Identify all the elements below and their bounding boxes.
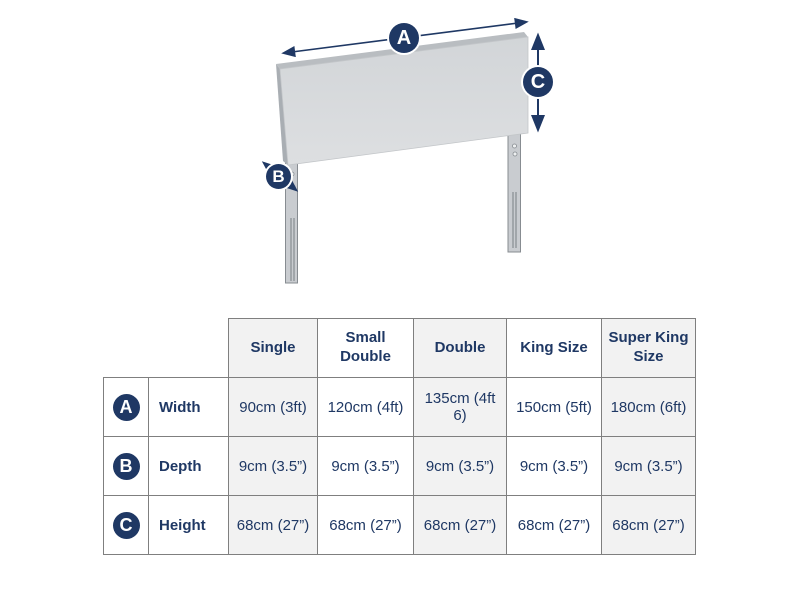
dimension-b-letter: B <box>272 167 285 186</box>
dimension-value: 9cm (3.5”) <box>414 437 507 496</box>
dimension-value: 9cm (3.5”) <box>318 437 414 496</box>
dimension-c-badge-small <box>113 512 140 539</box>
dimension-value: 68cm (27”) <box>318 496 414 555</box>
dimension-c-badge <box>523 67 553 97</box>
size-column-header: Small Double <box>318 319 414 378</box>
dimension-b-badge-small <box>113 453 140 480</box>
dimension-value: 9cm (3.5”) <box>507 437 602 496</box>
dimension-value: 135cm (4ft 6) <box>414 378 507 437</box>
dimension-value: 180cm (6ft) <box>602 378 696 437</box>
dimension-label: Depth <box>149 437 229 496</box>
dimension-c-letter: C <box>530 71 546 93</box>
dimension-value: 150cm (5ft) <box>507 378 602 437</box>
dimension-row-depth <box>104 437 696 496</box>
dimension-value: 68cm (27”) <box>229 496 318 555</box>
dimension-value: 9cm (3.5”) <box>229 437 318 496</box>
dimension-b-badge <box>266 164 291 189</box>
dimension-value: 68cm (27”) <box>507 496 602 555</box>
dimension-row-height <box>104 496 696 555</box>
size-column-header: Double <box>414 319 507 378</box>
size-dimensions-table <box>103 318 696 555</box>
badge-letter: C <box>119 515 133 535</box>
dimension-a-badge-small <box>113 394 140 421</box>
dimension-value: 90cm (3ft) <box>229 378 318 437</box>
size-column-header: King Size <box>507 319 602 378</box>
dimension-label: Width <box>149 378 229 437</box>
dimension-value: 120cm (4ft) <box>318 378 414 437</box>
dimension-value: 68cm (27”) <box>602 496 696 555</box>
table-corner-spacer <box>104 319 229 378</box>
size-column-header: Super King Size <box>602 319 696 378</box>
dimension-row-width <box>104 378 696 437</box>
headboard-leg-right <box>508 125 521 252</box>
table-header-row <box>104 319 696 378</box>
dimension-value: 68cm (27”) <box>414 496 507 555</box>
row-badge-cell <box>104 437 149 496</box>
dimension-label: Height <box>149 496 229 555</box>
badge-letter: A <box>119 397 133 417</box>
row-badge-cell <box>104 496 149 555</box>
badge-letter: B <box>119 456 133 476</box>
dimension-value: 9cm (3.5”) <box>602 437 696 496</box>
dimension-a-letter: A <box>396 27 412 49</box>
size-column-header: Single <box>229 319 318 378</box>
dimension-a-badge <box>389 23 419 53</box>
row-badge-cell <box>104 378 149 437</box>
